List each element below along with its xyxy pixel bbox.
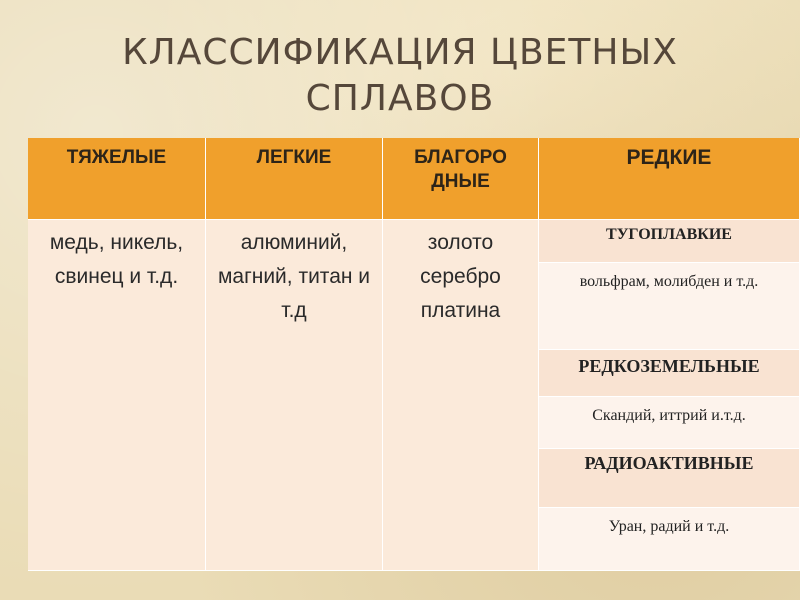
header-light: ЛЕГКИЕ	[206, 138, 383, 220]
slide-title-line-2: СПЛАВОВ	[305, 78, 495, 119]
slide-title-line-1: КЛАССИФИКАЦИЯ ЦВЕТНЫХ	[122, 32, 678, 73]
header-noble: БЛАГОРО ДНЫЕ	[383, 138, 539, 220]
alloys-table	[28, 138, 800, 571]
slide-title	[0, 30, 800, 122]
rare-earth-label: РЕДКОЗЕМЕЛЬНЫЕ	[539, 350, 800, 397]
header-heavy: ТЯЖЕЛЫЕ	[28, 138, 206, 220]
rare-radioactive-label: РАДИОАКТИВНЫЕ	[539, 449, 800, 508]
rare-earth-value: Скандий, иттрий и.т.д.	[539, 397, 800, 449]
rare-refractory-value: вольфрам, молибден и т.д.	[539, 263, 800, 350]
cell-heavy-metals: медь, никель, свинец и т.д.	[28, 220, 206, 571]
header-rare: РЕДКИЕ	[539, 138, 800, 220]
cell-light-metals: алюминий, магний, титан и т.д	[206, 220, 383, 571]
rare-refractory-label: ТУГОПЛАВКИЕ	[539, 220, 800, 263]
cell-noble-metals: золото серебро платина	[383, 220, 539, 571]
rare-radioactive-value: Уран, радий и т.д.	[539, 508, 800, 571]
